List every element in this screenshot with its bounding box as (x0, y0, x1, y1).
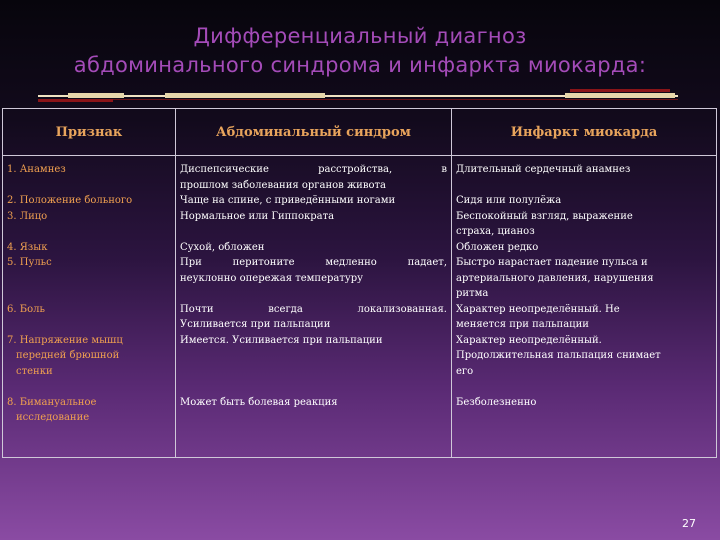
abdominal-gap (180, 379, 447, 395)
page-number: 27 (682, 517, 696, 530)
decorative-dash (570, 89, 670, 92)
header-sign: Признак (3, 109, 176, 156)
sign-line: стенки (16, 365, 53, 377)
infarction-line: Характер неопределённый. (456, 334, 602, 346)
comparison-table (2, 108, 717, 458)
abdominal-line: Почти всегда локализованная. (180, 303, 447, 315)
sign-line: 3. Лицо (7, 210, 48, 222)
infarction-line: его (456, 365, 474, 377)
infarction-line: артериального давления, нарушения (456, 272, 654, 284)
header-abdominal-syndrome: Абдоминальный синдром (176, 109, 452, 156)
abdominal-line: Сухой, обложен (180, 241, 265, 253)
infarction-line: Беспокойный взгляд, выражение (456, 210, 633, 222)
infarction-line: Быстро нарастает падение пульса и (456, 257, 648, 268)
sign-line: 5. Пульс (7, 257, 52, 268)
abdominal-gap (180, 348, 447, 364)
sign-gap (7, 317, 171, 333)
abdominal-gap (180, 364, 447, 380)
decorative-dash (68, 93, 124, 98)
sign-line: исследование (16, 412, 90, 423)
decorative-dash (165, 93, 325, 98)
decorative-dash (38, 99, 113, 102)
header-myocardial-infarction: Инфаркт миокарда (452, 109, 717, 156)
infarction-line: Обложен редко (456, 241, 539, 253)
infarction-line: Безболезненно (456, 396, 537, 408)
decorative-rule-shadow (38, 99, 678, 100)
sign-gap (7, 178, 171, 194)
sign-line: 2. Положение больного (7, 195, 133, 206)
abdominal-line: прошлом заболевания органов живота (180, 179, 386, 191)
table-row (3, 156, 717, 458)
infarction-line: Характер неопределённый. Не (456, 303, 620, 315)
sign-line: 1. Анамнез (7, 164, 66, 175)
sign-line: 8. Бимануальное (7, 396, 97, 408)
abdominal-syndrome-column (176, 156, 452, 458)
abdominal-line: Имеется. Усиливается при пальпации (180, 334, 383, 346)
infarction-gap (456, 178, 712, 194)
abdominal-line: неуклонно опережая температуру (180, 272, 364, 284)
sign-gap (7, 271, 171, 287)
slide-title (0, 22, 720, 80)
infarction-line: ритма (456, 288, 489, 299)
sign-gap (7, 224, 171, 240)
infarction-line: меняется при пальпации (456, 319, 589, 330)
title-line-2: абдоминального синдрома и инфаркта миокарда: (73, 53, 647, 77)
infarction-line: Продолжительная пальпация снимает (456, 350, 661, 361)
sign-line: 6. Боль (7, 303, 45, 315)
decorative-dash (565, 93, 675, 98)
infarction-line: Длительный сердечный анамнез (456, 164, 631, 175)
infarction-line: Сидя или полулёжа (456, 195, 562, 206)
abdominal-gap (180, 286, 447, 302)
sign-column (3, 156, 176, 458)
title-line-1: Дифференциальный диагноз (193, 24, 527, 48)
myocardial-infarction-column (452, 156, 717, 458)
sign-line: 4. Язык (7, 241, 48, 253)
sign-gap (7, 286, 171, 302)
abdominal-line: Может быть болевая реакция (180, 396, 338, 408)
infarction-gap (456, 379, 712, 395)
abdominal-line: Чаще на спине, с приведёнными ногами (180, 195, 396, 206)
sign-line: 7. Напряжение мышц (7, 334, 123, 346)
abdominal-line: Диспепсические расстройства, в (180, 164, 447, 175)
table-header-row (3, 109, 717, 156)
abdominal-gap (180, 224, 447, 240)
sign-gap (7, 379, 171, 395)
abdominal-line: Нормальное или Гиппократа (180, 210, 335, 222)
sign-line: передней брюшной (16, 350, 120, 361)
abdominal-line: Усиливается при пальпации (180, 319, 331, 330)
abdominal-line: При перитоните медленно падает, (180, 257, 447, 268)
infarction-line: страха, цианоз (456, 226, 535, 237)
